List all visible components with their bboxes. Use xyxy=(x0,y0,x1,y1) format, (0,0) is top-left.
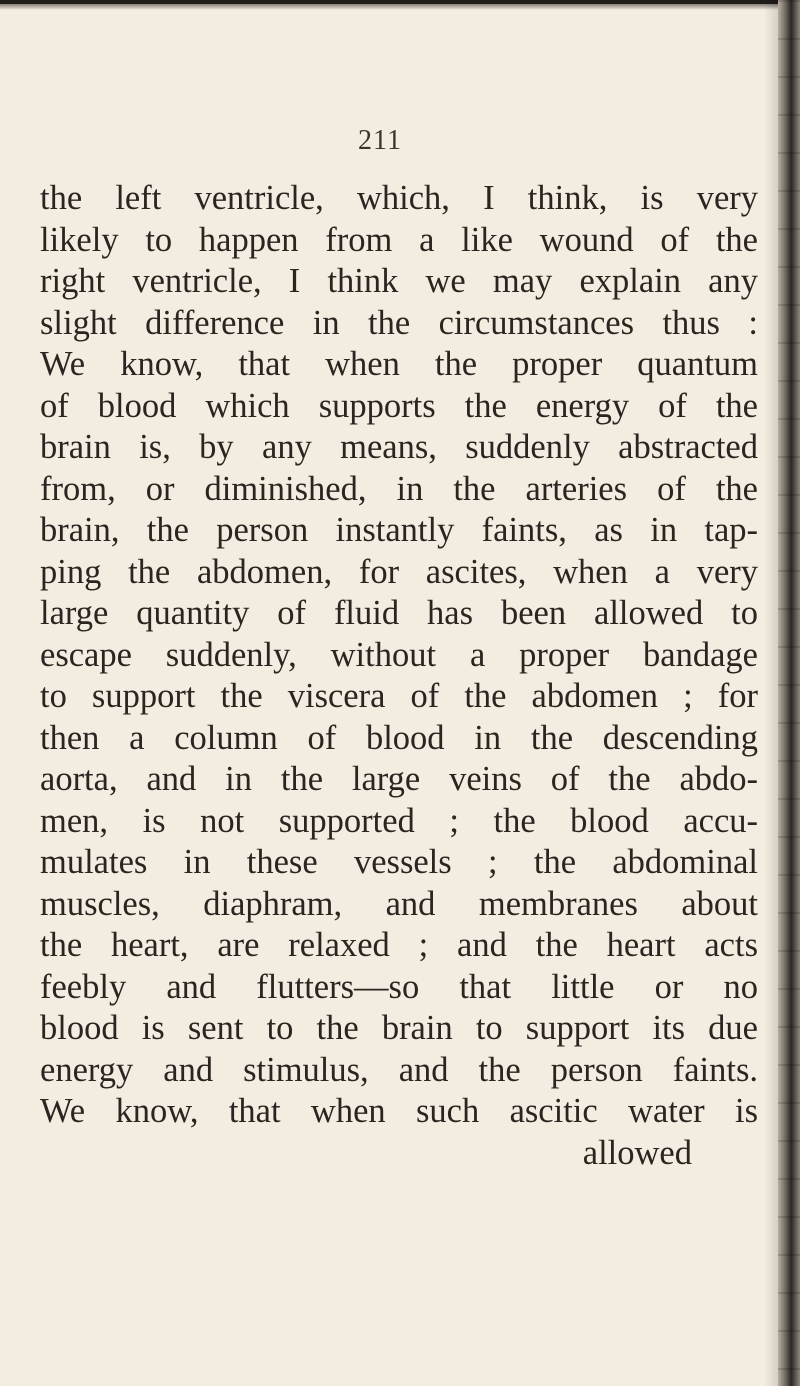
text-line: blood is sent to the brain to support its due xyxy=(40,1009,758,1047)
text-line: brain is, by any means, suddenly abstracted xyxy=(40,428,758,466)
text-line: muscles, diaphram, and membranes about xyxy=(40,884,758,923)
text-line: to support the viscera of the abdomen ; for xyxy=(40,677,758,715)
text-line: slight difference in the circumstances thus : xyxy=(40,303,758,342)
text-line: brain, the person instantly faints, as in tap- xyxy=(40,511,758,549)
text-line: feebly and flutters—so that little or no xyxy=(40,967,758,1006)
text-line: the left ventricle, which, I think, is very xyxy=(40,179,758,217)
text-line: We know, that when the proper quantum xyxy=(40,345,758,383)
text-line: right ventricle, I think we may explain any xyxy=(40,262,758,300)
body-text xyxy=(40,178,758,1174)
text-line: of blood which supports the energy of the xyxy=(40,386,758,425)
page-number: 211 xyxy=(358,125,402,156)
text-line: then a column of blood in the descending xyxy=(40,718,758,757)
text-line: from, or diminished, in the arteries of the xyxy=(40,469,758,508)
book-binding-edge xyxy=(778,0,800,1386)
text-line: men, is not supported ; the blood accu- xyxy=(40,801,758,840)
text-line: We know, that when such ascitic water is xyxy=(40,1092,758,1130)
text-line: energy and stimulus, and the person faints. xyxy=(40,1050,758,1089)
catchword: allowed xyxy=(582,1133,692,1172)
text-line: aorta, and in the large veins of the abdo- xyxy=(40,760,758,798)
text-line: escape suddenly, without a proper bandage xyxy=(40,635,758,674)
text-line: the heart, are relaxed ; and the heart acts xyxy=(40,926,758,964)
binding-shadow xyxy=(764,0,778,1386)
text-line: ping the abdomen, for ascites, when a very xyxy=(40,552,758,591)
page-top-edge xyxy=(0,0,780,4)
text-line: likely to happen from a like wound of the xyxy=(40,220,758,259)
text-line: mulates in these vessels ; the abdominal xyxy=(40,843,758,881)
text-line: large quantity of fluid has been allowed to xyxy=(40,594,758,632)
